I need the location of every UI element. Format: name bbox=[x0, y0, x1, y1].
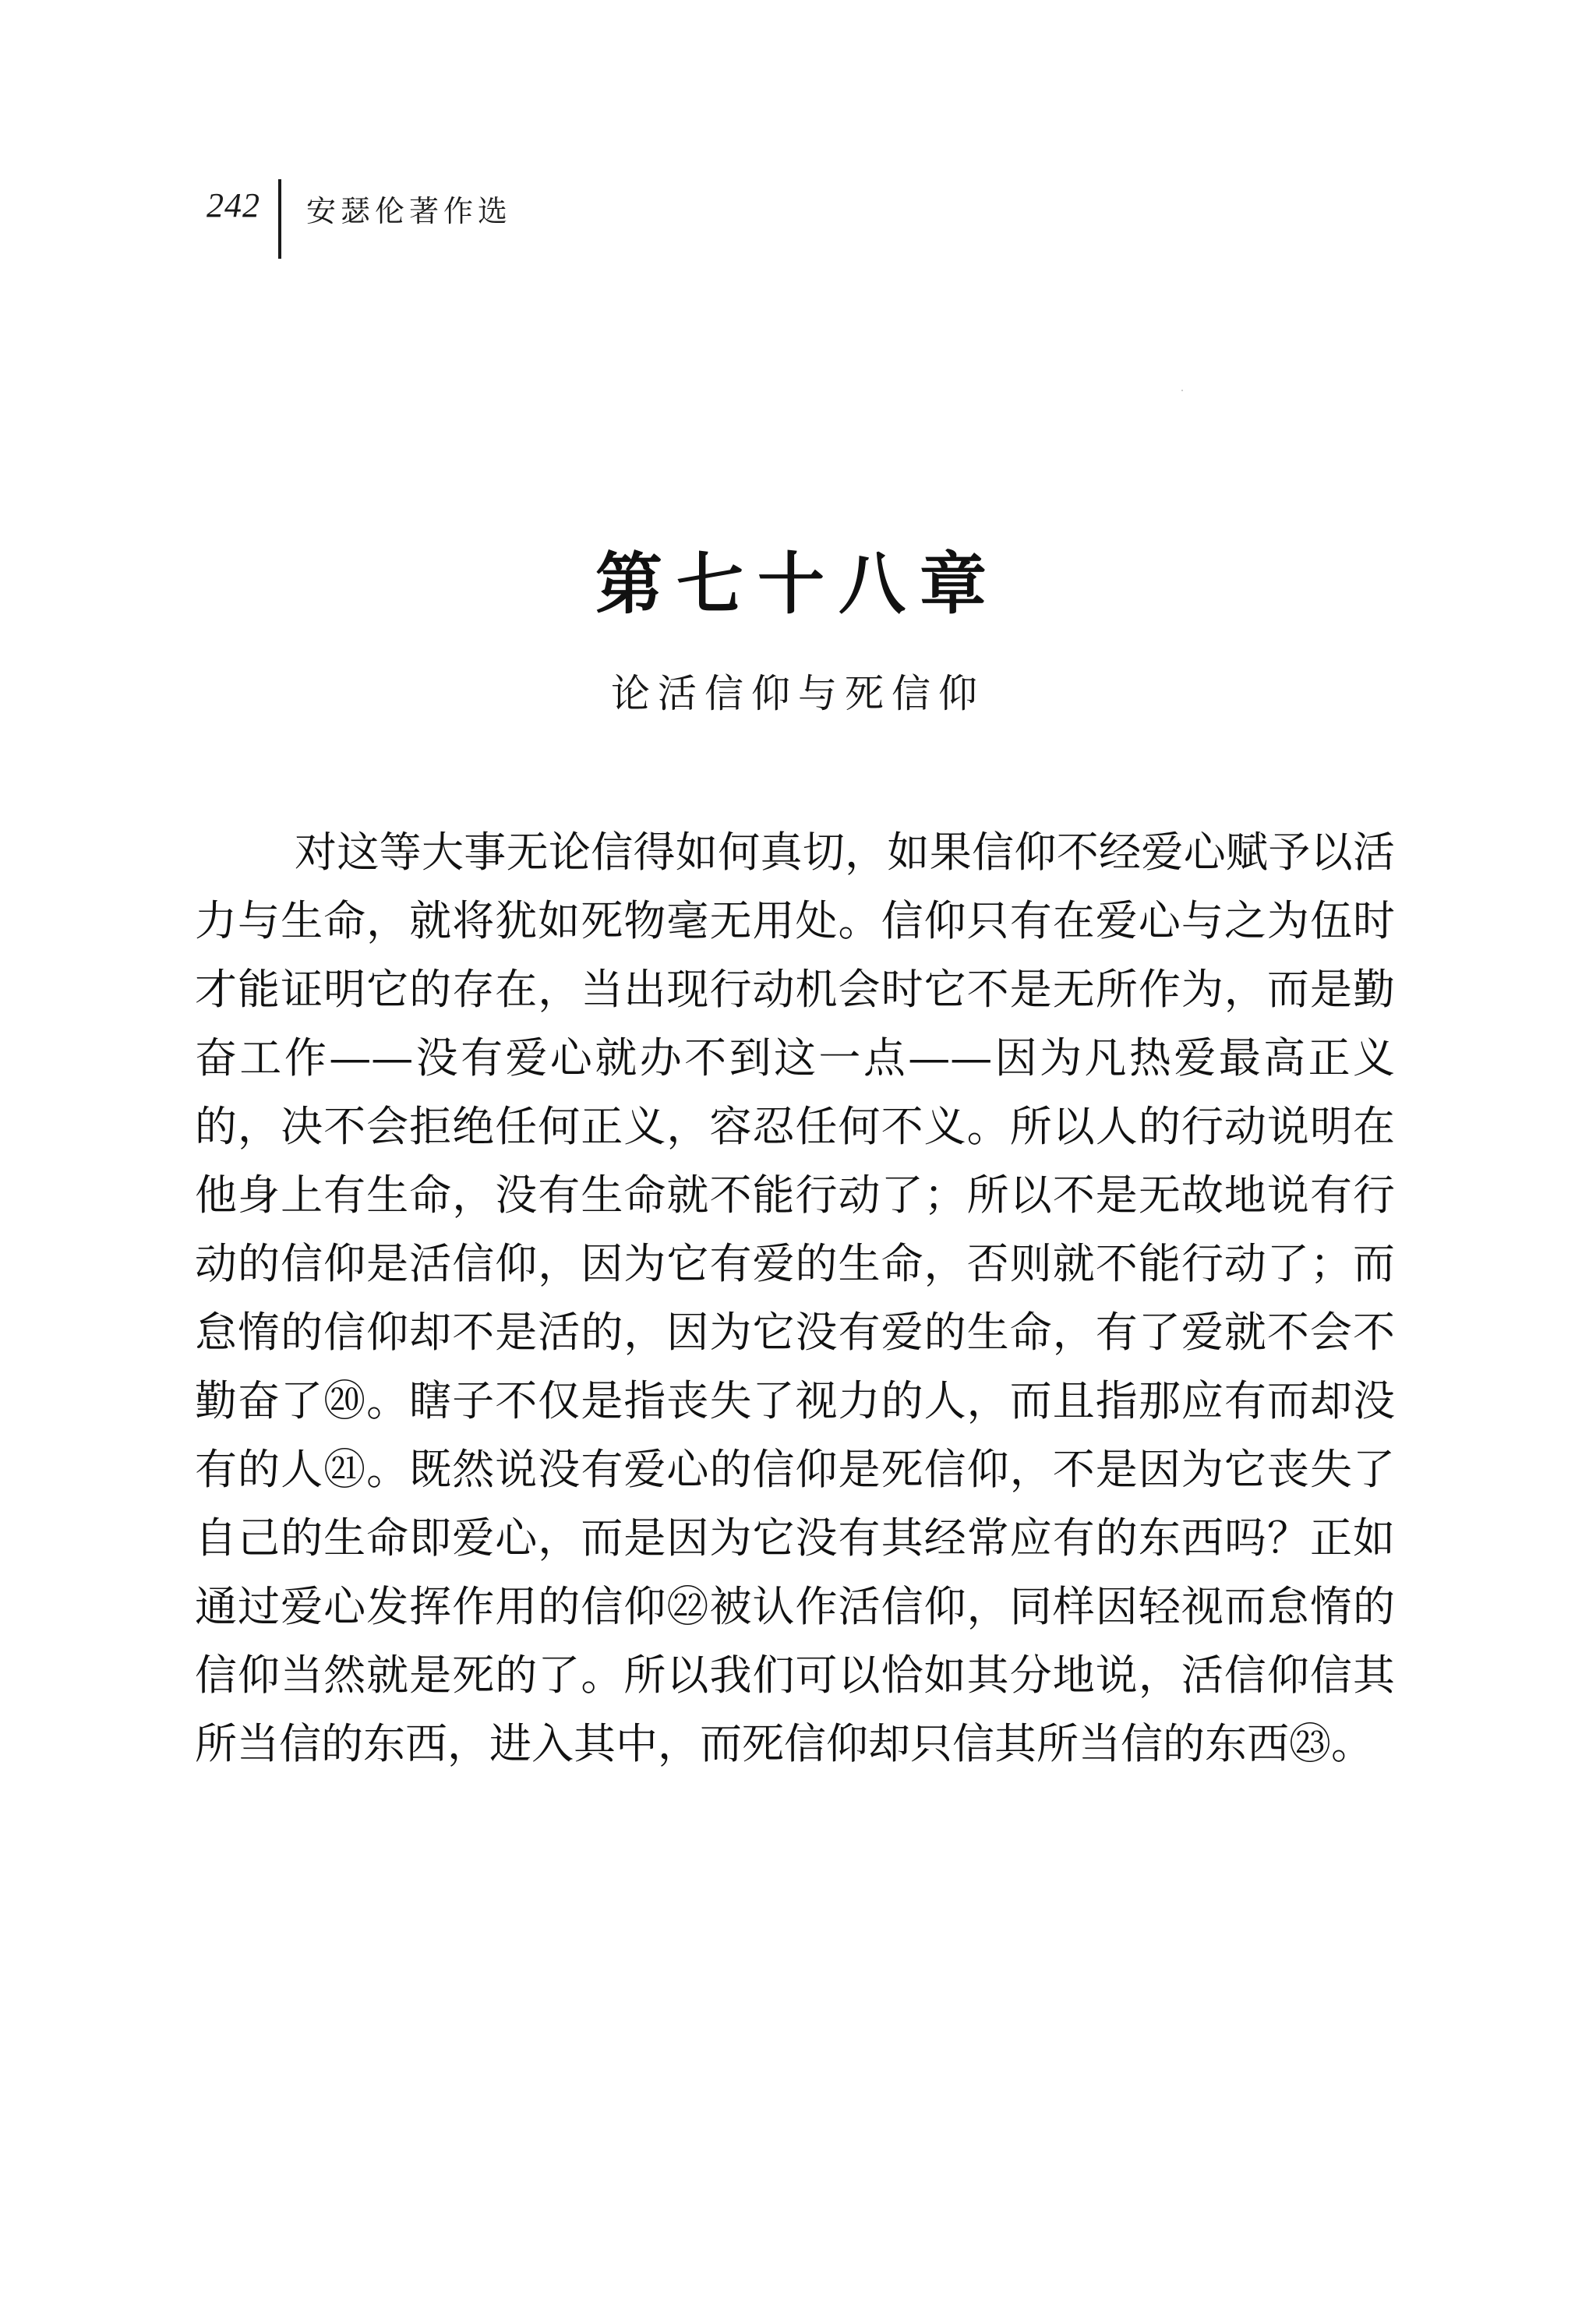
header-divider bbox=[278, 179, 281, 259]
running-title: 安瑟伦著作选 bbox=[306, 194, 513, 228]
chapter-title: 第七十八章 bbox=[595, 546, 1001, 623]
body-paragraph: 对这等大事无论信得如何真切，如果信仰不经爱心赋予以活力与生命，就将犹如死物毫无用处。信仰只有在爱心与之为伍时才能证明它的存在，当出现行动机会时它不是无所作为，而是勤奋工作——没有爱心就办不到这一点——因为凡热爱最高正义的，决不会拒绝任何正义，容忍任何不义。所以人的行动说明在他身上有生命，没有生命就不能行动了；所以不是无故地说有行动的信仰是活信仰，因为它有爱的生命，否则就不能行动了；而怠惰的信仰却不是活的，因为它没有爱的生命，有了爱就不会不勤奋了⑳。瞎子不仅是指丧失了视力的人，而且指那应有而却没有的人㉑。既然说没有爱心的信仰是死信仰，不是因为它丧失了自己的生命即爱心，而是因为它没有其经常应有的东西吗？正如通过爱心发挥作用的信仰㉒被认作活信仰，同样因轻视而怠惰的信仰当然就是死的了。所以我们可以恰如其分地说，活信仰信其所当信的东西，进入其中，而死信仰却只信其所当信的东西㉓。 bbox=[195, 828, 1395, 1768]
scan-speck bbox=[1181, 390, 1183, 391]
page-number: 242 bbox=[207, 186, 260, 224]
chapter-subtitle: 论活信仰与死信仰 bbox=[611, 671, 985, 716]
